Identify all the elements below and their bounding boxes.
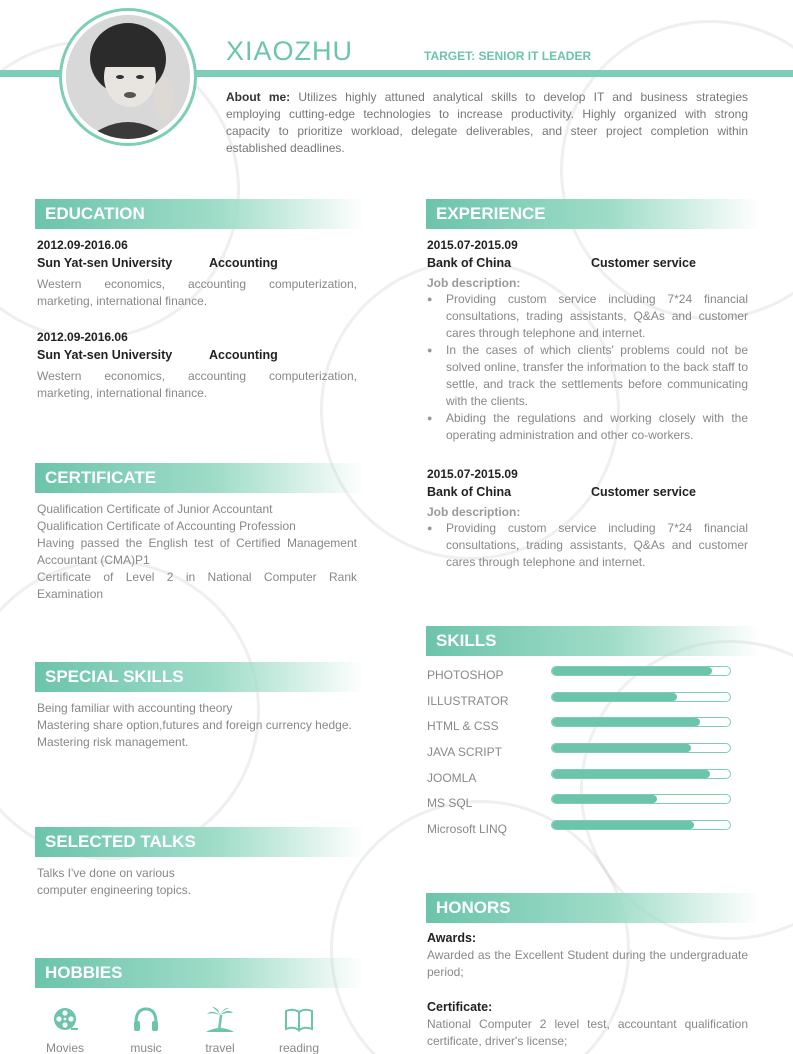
hobby-movies — [35, 1005, 95, 1054]
target-position: TARGET: SENIOR IT LEADER — [424, 49, 592, 63]
honors-label: Certificate: — [427, 1000, 493, 1014]
skills-list — [427, 664, 737, 844]
experience-bullets — [427, 520, 748, 571]
skill-bar-fill — [552, 718, 700, 726]
special-skills-list — [37, 700, 357, 751]
experience-bullet: ● Abiding the regulations and working closely with the operating administration and other co-workers. — [427, 410, 748, 444]
skill-bar — [551, 666, 731, 676]
skill-bar — [551, 717, 731, 727]
skill-bar-fill — [552, 795, 657, 803]
experience-role: Customer service — [591, 485, 696, 499]
headphones-icon — [132, 1005, 160, 1033]
experience-bullet: ● Providing custom service including 7*24 financial consultations, trading assistants, Q&As and customer cares through telephone and internet. — [427, 520, 748, 571]
film-reel-icon — [51, 1005, 79, 1033]
experience-company: Bank of China — [427, 485, 512, 499]
education-desc: Western economics, accounting computerization, marketing, international finance. — [37, 369, 357, 400]
palm-tree-icon — [204, 1005, 236, 1033]
education-date: 2012.09-2016.06 — [37, 330, 128, 344]
education-date: 2012.09-2016.06 — [37, 238, 128, 252]
certificate-item: Qualification Certificate of Accounting Profession — [37, 519, 296, 533]
education-major: Accounting — [209, 256, 278, 270]
job-description-label: Job description: — [427, 505, 521, 519]
hobby-label: music — [130, 1041, 162, 1054]
experience-bullets — [427, 291, 748, 444]
skill-row — [427, 664, 737, 690]
honors-text: National Computer 2 level test, accountant qualification certificate, driver's license; — [427, 1017, 748, 1048]
skill-row — [427, 792, 737, 818]
skill-bar-fill — [552, 821, 694, 829]
special-skill-item: Mastering share option,futures and foreign currency hedge. — [37, 718, 352, 732]
education-entry — [37, 238, 357, 310]
skill-bar — [551, 820, 731, 830]
experience-entry — [427, 238, 748, 444]
hobbies-heading: HOBBIES — [35, 958, 365, 988]
about-me — [226, 89, 748, 157]
skill-name: HTML & CSS — [427, 719, 499, 734]
about-text: Utilizes highly attuned analytical skills to develop IT and business strategies employing cutting-edge technologies to increase productivity. Highly organized with strong capacity to prioritize workload, delegate deliverables, and steer project completion within established deadlines. — [226, 90, 749, 155]
skill-row — [427, 715, 737, 741]
hobby-label: travel — [205, 1041, 235, 1054]
skill-bar-fill — [552, 770, 710, 778]
skill-name: PHOTOSHOP — [427, 668, 504, 682]
skills-heading: SKILLS — [426, 626, 760, 656]
skill-bar — [551, 794, 731, 804]
hobby-travel — [190, 1005, 250, 1054]
skill-row — [427, 741, 737, 767]
certificate-heading: CERTIFICATE — [35, 463, 365, 493]
skill-row — [427, 818, 737, 844]
experience-bullet: ● Providing custom service including 7*24 financial consultations, trading assistants, Q&As and customer cares through telephone and internet. — [427, 291, 748, 342]
honors-group — [427, 1000, 748, 1050]
special-skills-heading: SPECIAL SKILLS — [35, 662, 365, 692]
education-major: Accounting — [209, 348, 278, 362]
special-skill-item: Being familiar with accounting theory — [37, 701, 233, 715]
experience-bullet: ● In the cases of which clients' problems could not be solved online, transfer the information to the back staff to settle, and track the settlements before communicating with the clients. — [427, 342, 748, 410]
experience-heading: EXPERIENCE — [426, 199, 760, 229]
talks-text: Talks I've done on various computer engineering topics. — [37, 866, 192, 897]
skill-bar — [551, 769, 731, 779]
certificate-item: Having passed the English test of Certified Management Accountant (CMA)P1 — [37, 536, 357, 567]
certificate-item: Certificate of Level 2 in National Computer Rank Examination — [37, 570, 357, 601]
portrait-photo — [66, 15, 190, 139]
experience-company: Bank of China — [427, 256, 512, 270]
education-entry — [37, 330, 357, 402]
education-heading: EDUCATION — [35, 199, 365, 229]
skill-row — [427, 767, 737, 793]
skill-name: MS SQL — [427, 796, 473, 811]
education-desc: Western economics, accounting computerization, marketing, international finance. — [37, 277, 357, 308]
skill-bar — [551, 743, 731, 753]
honors-text: Awarded as the Excellent Student during the undergraduate period; — [427, 948, 748, 979]
skill-name: JAVA SCRIPT — [427, 745, 502, 760]
experience-role: Customer service — [591, 256, 696, 270]
certificate-list — [37, 501, 357, 603]
open-book-icon — [283, 1005, 315, 1033]
certificate-item: Qualification Certificate of Junior Accountant — [37, 502, 273, 516]
experience-date: 2015.07-2015.09 — [427, 467, 518, 481]
candidate-name: XIAOZHU — [226, 36, 354, 66]
hobby-label: Movies — [45, 1041, 84, 1054]
skill-bar-fill — [552, 744, 691, 752]
experience-date: 2015.07-2015.09 — [427, 238, 518, 252]
job-description-label: Job description: — [427, 276, 521, 290]
skill-name: ILLUSTRATOR — [427, 693, 509, 708]
hobby-music — [116, 1005, 176, 1054]
talks-heading: SELECTED TALKS — [35, 827, 365, 857]
about-label: About me: — [226, 90, 291, 104]
skill-name: JOOMLA — [427, 770, 477, 785]
special-skill-item: Mastering risk management. — [37, 735, 189, 749]
education-school: Sun Yat-sen University — [37, 256, 173, 270]
honors-heading: HONORS — [426, 893, 760, 923]
hobby-reading — [269, 1005, 329, 1054]
skill-bar-fill — [552, 667, 712, 675]
skill-bar — [551, 692, 731, 702]
experience-entry — [427, 467, 748, 571]
avatar — [66, 15, 190, 139]
honors-group — [427, 931, 748, 981]
skill-name: Microsoft LINQ — [427, 822, 508, 837]
education-school: Sun Yat-sen University — [37, 348, 173, 362]
hobby-label: reading — [278, 1041, 320, 1054]
skill-row — [427, 690, 737, 716]
skill-bar-fill — [552, 693, 677, 701]
honors-label: Awards: — [427, 931, 477, 945]
